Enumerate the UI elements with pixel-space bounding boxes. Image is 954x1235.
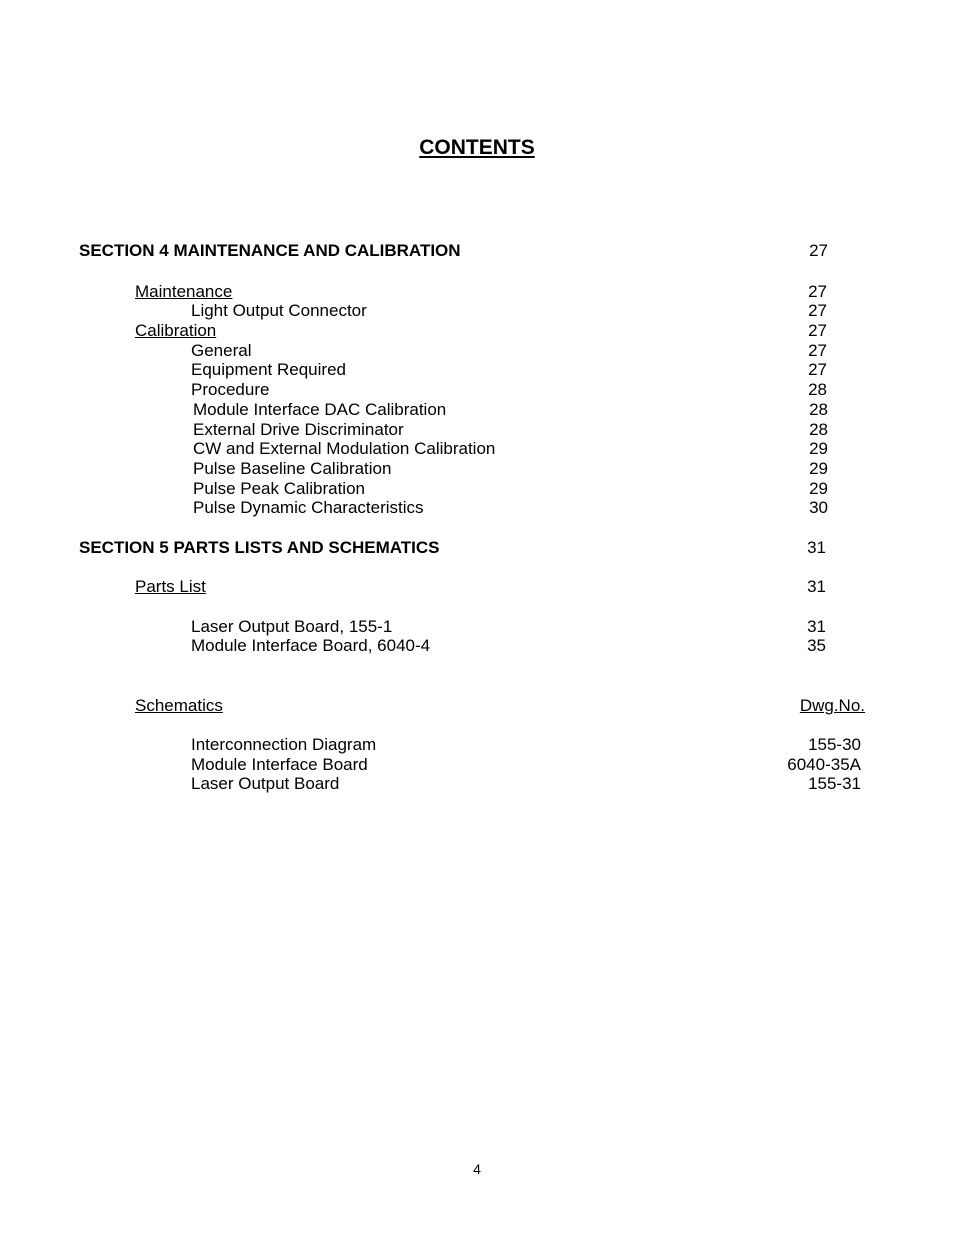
toc-general: General <box>191 341 252 360</box>
toc-maintenance-page: 27 <box>808 282 827 301</box>
toc-parts-list: Parts List <box>135 577 206 596</box>
toc-general-page: 27 <box>808 341 827 360</box>
section-4-heading: SECTION 4 MAINTENANCE AND CALIBRATION <box>79 241 461 260</box>
toc-pulse-peak-page: 29 <box>809 479 828 498</box>
toc-module-dac-calibration-page: 28 <box>809 400 828 419</box>
page-title: CONTENTS <box>419 136 535 159</box>
toc-equipment-required: Equipment Required <box>191 360 346 379</box>
toc-calibration-page: 27 <box>808 321 827 340</box>
toc-laser-output-board-schematic-dwg: 155-31 <box>808 774 861 793</box>
toc-pulse-dynamic: Pulse Dynamic Characteristics <box>193 498 424 517</box>
toc-pulse-baseline: Pulse Baseline Calibration <box>193 459 392 478</box>
toc-cw-external-modulation-page: 29 <box>809 439 828 458</box>
toc-laser-output-board-page: 31 <box>807 617 826 636</box>
section-5-page: 31 <box>807 538 826 557</box>
toc-pulse-peak: Pulse Peak Calibration <box>193 479 365 498</box>
toc-module-dac-calibration: Module Interface DAC Calibration <box>193 400 447 419</box>
toc-external-drive-discriminator-page: 28 <box>809 420 828 439</box>
toc-cw-external-modulation: CW and External Modulation Calibration <box>193 439 496 458</box>
toc-laser-output-board: Laser Output Board, 155-1 <box>191 617 393 636</box>
toc-procedure-page: 28 <box>808 380 827 399</box>
toc-procedure: Procedure <box>191 380 270 399</box>
toc-module-interface-board-page: 35 <box>807 636 826 655</box>
toc-light-output-connector-page: 27 <box>808 301 827 320</box>
toc-external-drive-discriminator: External Drive Discriminator <box>193 420 404 439</box>
dwg-no-header: Dwg.No. <box>799 696 865 715</box>
toc-module-interface-board-schematic-dwg: 6040-35A <box>787 755 861 774</box>
toc-equipment-required-page: 27 <box>808 360 827 379</box>
page-number: 4 <box>473 1161 481 1177</box>
toc-laser-output-board-schematic: Laser Output Board <box>191 774 340 793</box>
toc-light-output-connector: Light Output Connector <box>191 301 367 320</box>
toc-pulse-dynamic-page: 30 <box>809 498 828 517</box>
toc-pulse-baseline-page: 29 <box>809 459 828 478</box>
toc-module-interface-board: Module Interface Board, 6040-4 <box>191 636 431 655</box>
toc-schematics: Schematics <box>135 696 223 715</box>
toc-calibration: Calibration <box>135 321 217 340</box>
toc-maintenance: Maintenance <box>135 282 233 301</box>
section-4-page: 27 <box>809 241 828 260</box>
toc-module-interface-board-schematic: Module Interface Board <box>191 755 368 774</box>
section-5-heading: SECTION 5 PARTS LISTS AND SCHEMATICS <box>79 538 440 557</box>
toc-interconnection-diagram-dwg: 155-30 <box>808 735 861 754</box>
toc-interconnection-diagram: Interconnection Diagram <box>191 735 377 754</box>
toc-parts-list-page: 31 <box>807 577 826 596</box>
